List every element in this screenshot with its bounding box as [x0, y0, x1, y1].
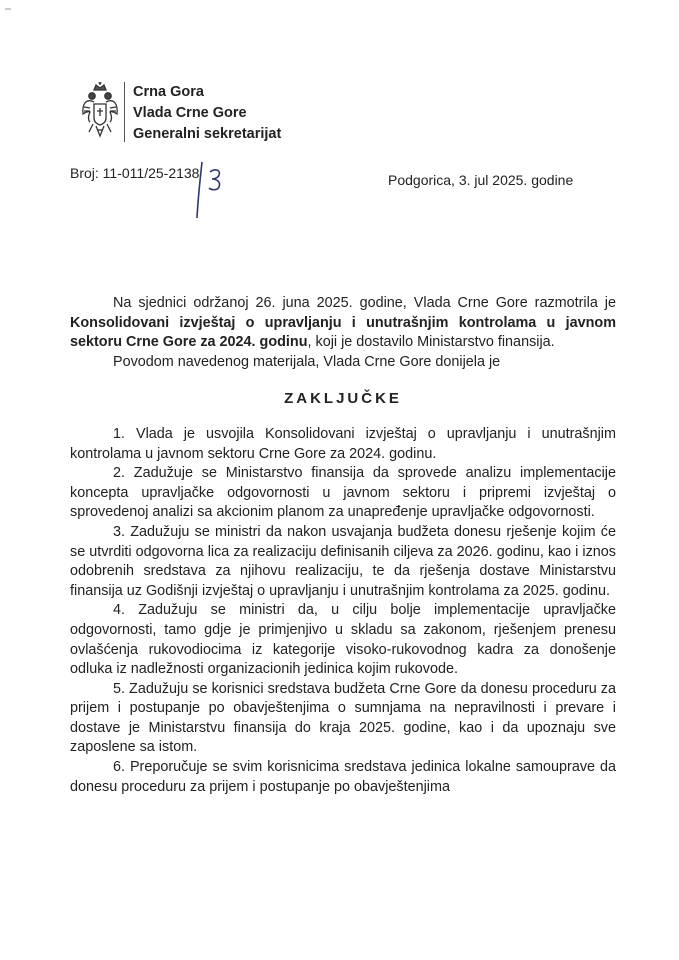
conclusions-list: [70, 425, 616, 797]
reference-number: [70, 165, 199, 181]
handwritten-suffix: [188, 160, 230, 222]
conclusion-item: 6. Preporučuje se svim korisnicima sredstava jedinica lokalne samouprave da donesu proceduru za prijem i postupanje po obavještenjima: [70, 759, 616, 795]
scan-mark: [4, 6, 12, 12]
conclusion-item: 5. Zadužuju se korisnici sredstava budžeta Crne Gore da donesu proceduru za prijem i postupanje po obavještenjima o sumnjama na nepravilnosti i prevare i dostave je Ministarstvu finansija do kraja 2025. godine, kao i da upoznaju sve zaposlene sa istom.: [70, 680, 616, 756]
conclusion-item: 4. Zadužuju se ministri da, u cilju bolje implementacije upravljačke odgovornosti, tamo gdje je primjenjivo u skladu sa zakonom, rješenjem prenesu ovlašćenja rukovodiocima iz kategorije visoko-rukovodnog kadra za donošenje odluka iz nadležnosti organizacionih jedinica kojim rukovode.: [70, 602, 616, 678]
intro-paragraph: Na sjednici održanoj 26. juna 2025. godine, Vlada Crne Gore razmotrila je Konsolidovani izvještaj o upravljanju i unutrašnjim kontrolama u javnom sektoru Crne Gore za 2024. godinu, koji je dostavilo Ministarstvo finansija.: [70, 295, 616, 351]
org-secretariat: Generalni sekretarijat: [133, 126, 282, 142]
report-title: Konsolidovani izvještaj o upravljanju i unutrašnjim kontrolama u javnom sektoru Crne Gore za 2024. godinu: [70, 314, 616, 351]
reference-number-text: Broj: 11-011/25-2138: [70, 165, 200, 181]
org-country: Crna Gora: [133, 84, 204, 100]
conclusion-item: 2. Zadužuje se Ministarstvo finansija da sprovede analizu implementacije koncepta upravljačke odgovornosti u javnom sektoru i pripremi izvještaj o sprovedenoj analizi sa akcionim planom za unapređenje upravljačke odgovornosti.: [70, 465, 616, 521]
header-divider: [124, 82, 125, 142]
issuing-authority: [133, 82, 281, 145]
conclusion-item: 3. Zadužuju se ministri da nakon usvajanja budžeta donesu rješenje kojim će se utvrditi odgovorna lica za realizaciju definisanih ciljeva za 2026. godinu, kao i iznos odobrenih sredstava za njihovu realizaciju, te da rješenja dostave Ministarstvu finansija uz Godišnji izvještaj o upravljanju i unutrašnjim kontrolama za 2025. godinu.: [70, 523, 616, 599]
montenegro-coat-of-arms-icon: [80, 80, 120, 146]
conclusion-item: 1. Vlada je usvojila Konsolidovani izvještaj o upravljanju i unutrašnjim kontrolama u javnom sektoru Crne Gore za 2024. godinu.: [70, 425, 616, 462]
place-and-date: Podgorica, 3. jul 2025. godine: [388, 172, 574, 188]
document-body: [70, 294, 616, 797]
intro-closing-line: Povodom navedenog materijala, Vlada Crne Gore donijela je: [113, 353, 501, 370]
org-government: Vlada Crne Gore: [133, 105, 247, 121]
conclusions-heading: ZAKLJUČKE: [284, 390, 402, 408]
